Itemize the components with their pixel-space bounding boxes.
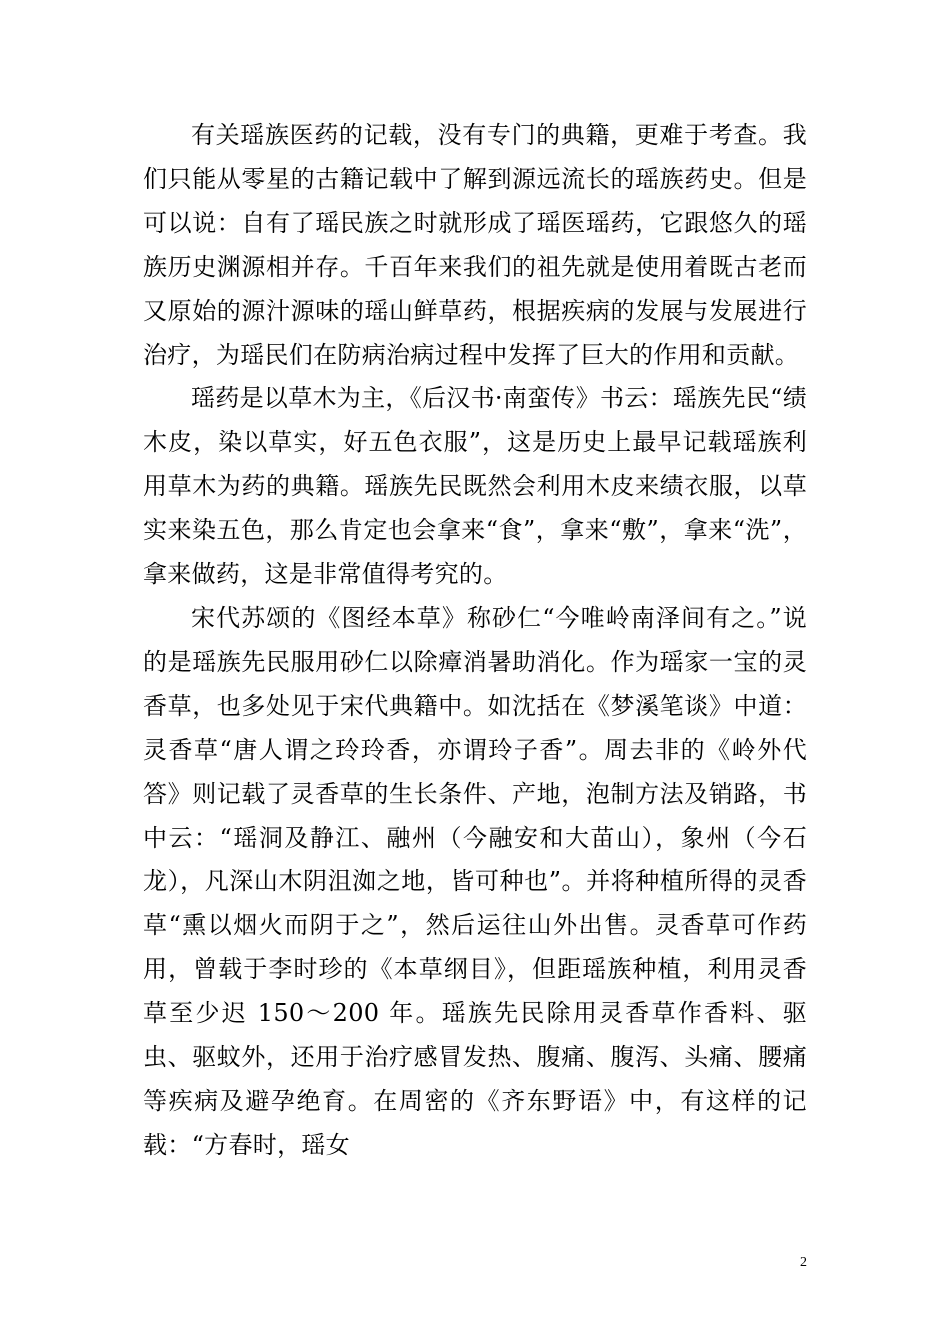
paragraph-1: 有关瑶族医药的记载，没有专门的典籍，更难于考查。我们只能从零星的古籍记载中了解到源远流长的瑶族药史。但是可以说：自有了瑶民族之时就形成了瑶医瑶药，它跟悠久的瑶族历史渊源相并存。千百年来我们的祖先就是使用着既古老而又原始的源汁源味的瑶山鲜草药，根据疾病的发展与发展进行治疗，为瑶民们在防病治病过程中发挥了巨大的作用和贡献。 (143, 121, 807, 369)
page-number: 2 (800, 1255, 807, 1270)
paragraph-2: 瑶药是以草木为主，《后汉书·南蛮传》书云：瑶族先民“绩木皮，染以草实，好五色衣服”，这是历史上最早记载瑶族利用草木为药的典籍。瑶族先民既然会利用木皮来绩衣服，以草实来染五色，那么肯定也会拿来“食”，拿来“敷”，拿来“洗”，拿来做药，这是非常值得考究的。 (143, 384, 807, 589)
paragraph-3: 宋代苏颂的《图经本草》称砂仁“今唯岭南泽间有之。”说的是瑶族先民服用砂仁以除瘴消暑助消化。作为瑶家一宝的灵香草，也多处见于宋代典籍中。如沈括在《梦溪笔谈》中道：灵香草“唐人谓之玲玲香，亦谓玲子香”。周去非的《岭外代答》则记载了灵香草的生长条件、产地，泡制方法及销路，书中云：“瑶洞及静江、融州（今融安和大苗山），象州（今石龙），凡深山木阴沮洳之地，皆可种也”。并将种植所得的灵香草“熏以烟火而阴于之”，然后运往山外出售。灵香草可作药用，曾载于李时珍的《本草纲目》，但距瑶族种植，利用灵香草至少迟 150～200 年。瑶族先民除用灵香草作香料、驱虫、驱蚊外，还用于治疗感冒发热、腹痛、腹泻、头痛、腰痛等疾病及避孕绝育。在周密的《齐东野语》中，有这样的记载：“方春时，瑶女 (143, 603, 807, 1159)
page-body (143, 114, 807, 1168)
